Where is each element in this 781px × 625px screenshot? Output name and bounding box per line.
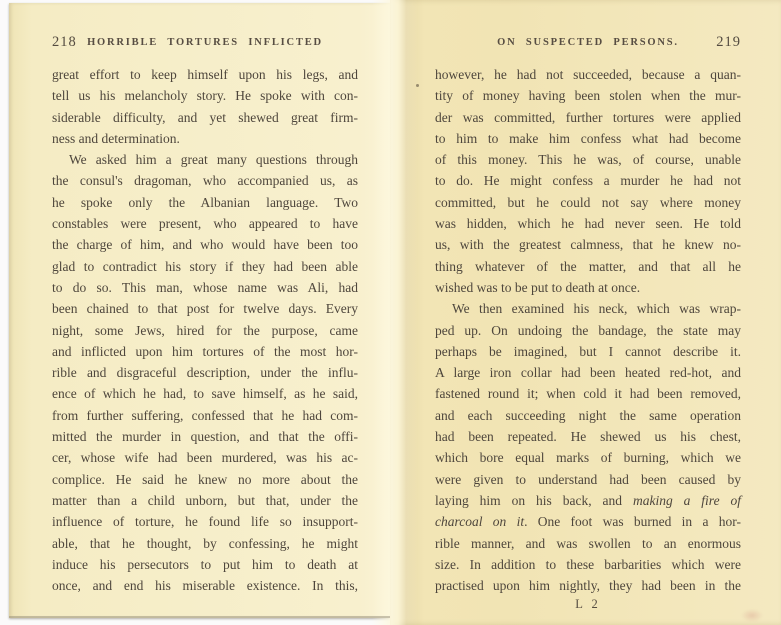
- text-line: thing whatever of the matter, and that all he: [435, 258, 741, 274]
- page-number-left: 218: [52, 34, 77, 50]
- text-line: to him to make him confess what had become: [435, 130, 741, 146]
- text-line: great effort to keep himself upon his legs, and: [52, 67, 358, 82]
- text-line: committed, but he could not say where money: [435, 194, 741, 210]
- text-line: to do. He might confess a murder he had not: [435, 173, 741, 189]
- text-line: of this money. This he was, of course, unable: [435, 152, 741, 168]
- text-line: complice. He said he knew no more about the: [52, 471, 358, 487]
- text-line: to do so. This man, whose name was Ali, had: [52, 279, 358, 295]
- text-line: been chained to that post for twelve days. Every: [52, 301, 358, 317]
- text-line: and each succeeding night the same operation: [435, 407, 741, 423]
- text-line: able, that he thought, by confessing, he might: [52, 535, 358, 551]
- text-line: We asked him a great many questions through: [69, 152, 358, 168]
- text-line: he spoke only the Albanian language. Two: [52, 194, 358, 210]
- text-line: however, he had not succeeded, because a quan-: [435, 67, 741, 82]
- text-line: matter than a child unborn, but that, under the: [52, 492, 358, 508]
- text-line: tity of money having been stolen when the mur-: [435, 88, 741, 104]
- text-line: from further suffering, confessed that he had com-: [52, 407, 358, 423]
- scan-artifact: [741, 609, 763, 622]
- text-line: and inflicted upon him tortures of the most hor-: [52, 343, 358, 359]
- text-line: rible manner, and was swollen to an enormous: [435, 535, 741, 551]
- text-line: influence of torture, he found life so insupport-: [52, 514, 358, 530]
- text-line: practised upon him nightly, they had been in the: [435, 578, 741, 594]
- text-line: the consul's dragoman, who accompanied us, as: [52, 173, 358, 189]
- text-line: rible and disgraceful description, under the influ-: [52, 365, 358, 381]
- text-line: size. In addition to these barbarities which were: [435, 556, 741, 572]
- page-number-right: 219: [716, 34, 741, 50]
- text-line: were given to understand had been caused by: [435, 471, 741, 487]
- text-line: induce his persecutors to put him to death at: [52, 556, 358, 572]
- text-line: the charge of him, and who would have been too: [52, 237, 358, 253]
- text-line: ence of which he had, to save himself, as he said,: [52, 386, 358, 402]
- text-line: charcoal on it. One foot was burned in a hor-: [435, 514, 741, 530]
- text-line: fastened round it; when cold it had been removed,: [435, 386, 741, 402]
- text-line: ness and determination.: [52, 130, 180, 146]
- text-line: glad to contradict his story if they had been able: [52, 258, 358, 274]
- text-line: laying him on his back, and making a fire of: [435, 492, 741, 508]
- text-line: mitted the murder in question, and that the offi-: [52, 429, 358, 445]
- text-line: constables were present, who appeared to have: [52, 216, 358, 232]
- page-text-right: [435, 64, 741, 596]
- text-line: siderable difficulty, and yet shewed great firm-: [52, 109, 358, 125]
- text-line: ped up. On undoing the bandage, the state may: [435, 322, 741, 338]
- text-line: wished was to be put to death at once.: [435, 279, 641, 295]
- text-line: cer, whose wife had been murdered, was his ac-: [52, 450, 358, 466]
- page-bottom-edge: [9, 616, 390, 618]
- scan-artifact: [416, 84, 419, 87]
- page-text-left: [52, 64, 358, 596]
- text-line: A large iron collar had been heated red-hot, and: [435, 365, 741, 381]
- text-line: der was committed, further tortures were applied: [435, 109, 741, 125]
- running-head-right: ON SUSPECTED PERSONS.: [497, 37, 679, 48]
- text-line: tell us his melancholy story. He spoke with con-: [52, 88, 358, 104]
- signature-mark: L 2: [575, 597, 601, 611]
- text-line: night, some Jews, hired for the purpose, came: [52, 322, 358, 338]
- text-line: We then examined his neck, which was wrap-: [452, 301, 741, 317]
- text-line: which bore equal marks of burning, which we: [435, 450, 741, 466]
- text-line: perhaps be imagined, but I cannot describe it.: [435, 343, 741, 359]
- text-line: had been repeated. He shewed us his chest,: [435, 429, 741, 445]
- running-head-left: HORRIBLE TORTURES INFLICTED: [87, 37, 323, 48]
- text-line: once, and end his miserable existence. In this,: [52, 578, 358, 594]
- text-line: was hidden, which he had never seen. He told: [435, 216, 741, 232]
- text-line: us, with the greatest calmness, that he knew no-: [435, 237, 741, 253]
